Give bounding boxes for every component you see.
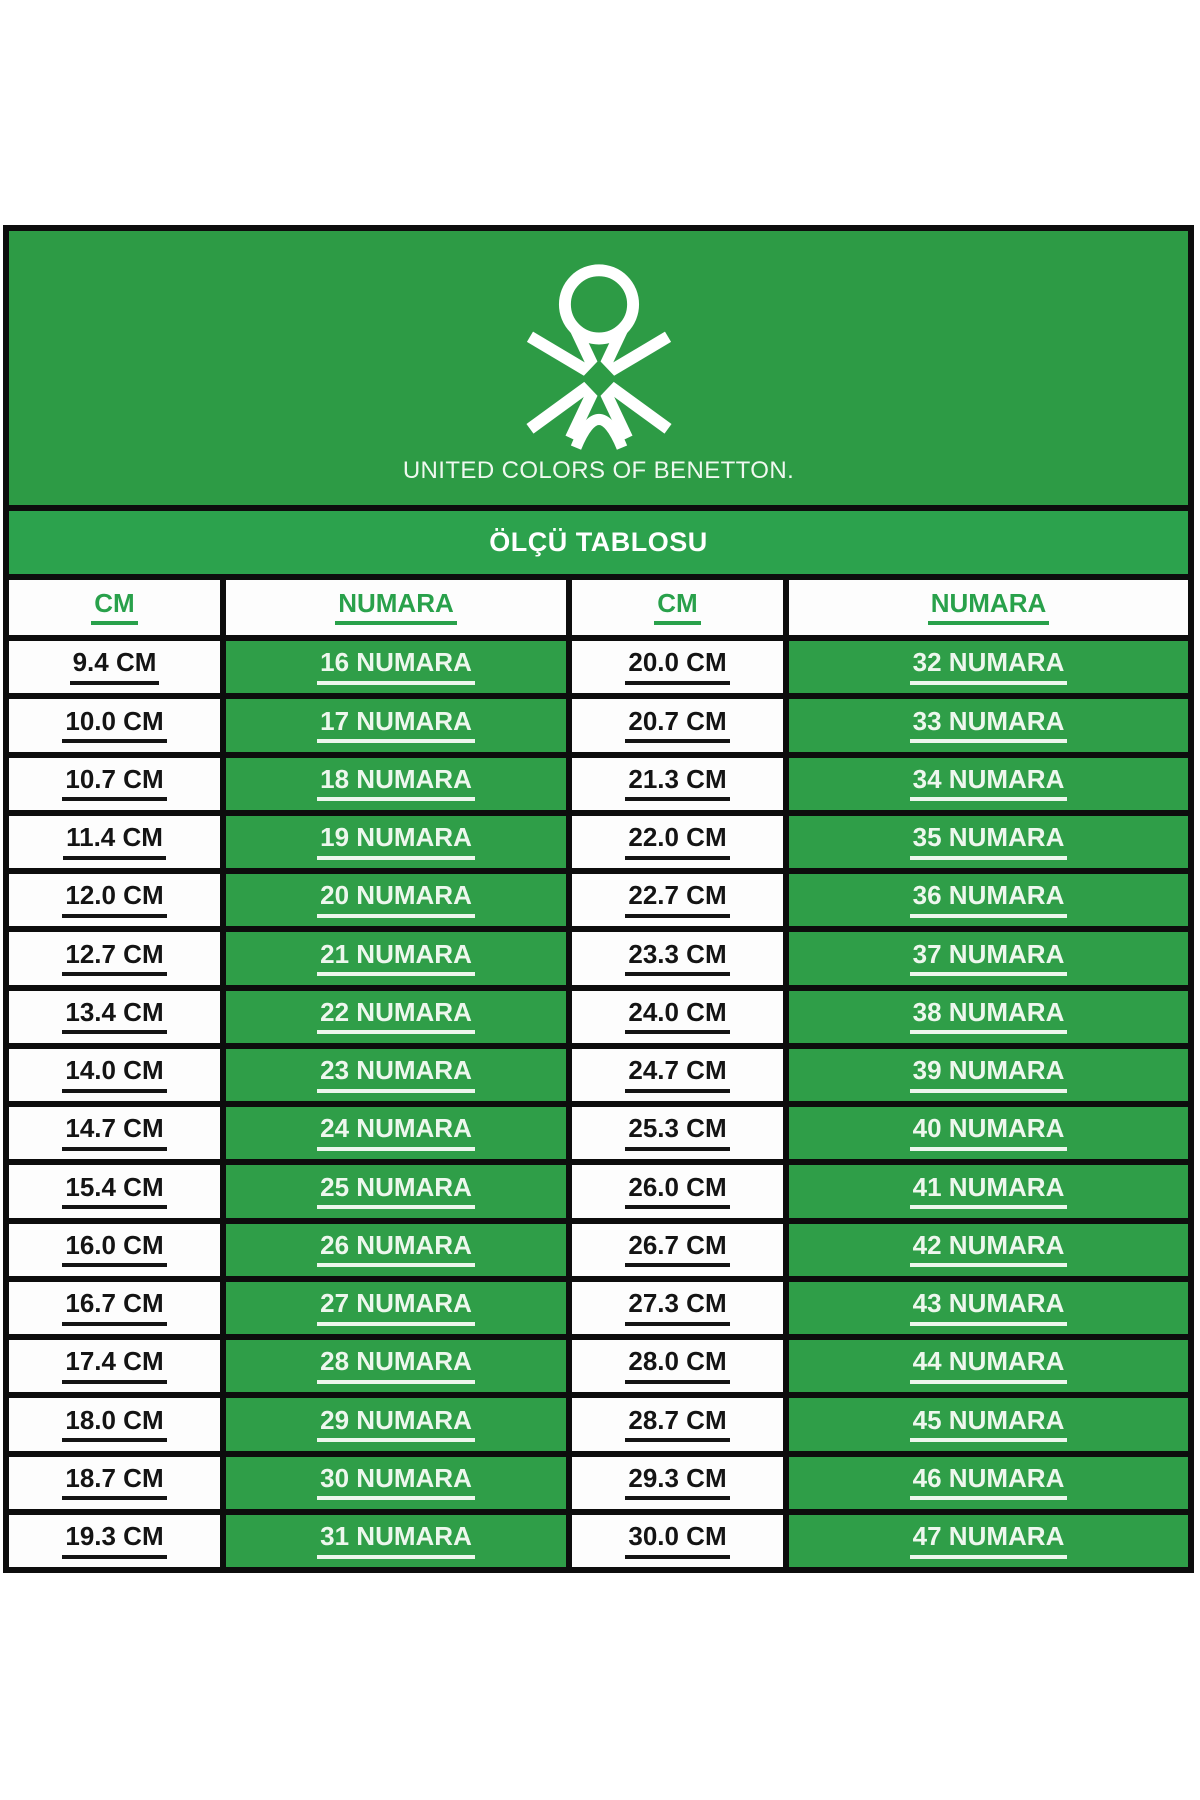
- cm-value: 28.7 CM: [625, 1407, 729, 1442]
- cm-cell: [9, 1165, 220, 1217]
- cm-value: 27.3 CM: [625, 1290, 729, 1325]
- cm-cell: [572, 758, 783, 810]
- size-chart-table: [3, 225, 1194, 1573]
- cm-cell: [572, 1107, 783, 1159]
- numara-cell: [226, 1107, 566, 1159]
- cm-cell: [9, 1049, 220, 1101]
- numara-cell: [226, 932, 566, 984]
- cm-value: 18.7 CM: [62, 1465, 166, 1500]
- cm-cell: [9, 1515, 220, 1567]
- column-header-label: NUMARA: [335, 590, 457, 625]
- numara-cell: [789, 1340, 1188, 1392]
- cm-cell: [572, 816, 783, 868]
- cm-cell: [9, 1457, 220, 1509]
- cm-cell: [572, 991, 783, 1043]
- numara-value: 30 NUMARA: [317, 1465, 475, 1500]
- cm-value: 23.3 CM: [625, 941, 729, 976]
- numara-cell: [226, 758, 566, 810]
- numara-value: 34 NUMARA: [910, 766, 1068, 801]
- cm-cell: [9, 1340, 220, 1392]
- cm-value: 10.7 CM: [62, 766, 166, 801]
- cm-value: 18.0 CM: [62, 1407, 166, 1442]
- benetton-knot-logo-icon: [508, 255, 690, 451]
- numara-cell: [226, 874, 566, 926]
- numara-value: 20 NUMARA: [317, 882, 475, 917]
- column-header-cm: [9, 580, 220, 635]
- brand-wordmark: UNITED COLORS OF BENETTON.: [402, 457, 795, 484]
- numara-cell: [789, 874, 1188, 926]
- numara-value: 46 NUMARA: [910, 1465, 1068, 1500]
- column-header-numara: [789, 580, 1188, 635]
- brand-banner: [9, 231, 1188, 505]
- numara-value: 37 NUMARA: [910, 941, 1068, 976]
- numara-value: 17 NUMARA: [317, 708, 475, 743]
- cm-value: 16.7 CM: [62, 1290, 166, 1325]
- numara-cell: [226, 1340, 566, 1392]
- cm-cell: [572, 641, 783, 693]
- cm-value: 15.4 CM: [62, 1174, 166, 1209]
- cm-value: 29.3 CM: [625, 1465, 729, 1500]
- cm-cell: [9, 991, 220, 1043]
- cm-cell: [9, 1224, 220, 1276]
- numara-value: 36 NUMARA: [910, 882, 1068, 917]
- cm-cell: [572, 1049, 783, 1101]
- cm-cell: [572, 1398, 783, 1450]
- cm-cell: [9, 699, 220, 751]
- cm-cell: [572, 1515, 783, 1567]
- numara-cell: [789, 1398, 1188, 1450]
- cm-value: 26.0 CM: [625, 1174, 729, 1209]
- numara-cell: [226, 816, 566, 868]
- numara-cell: [226, 991, 566, 1043]
- numara-value: 27 NUMARA: [317, 1290, 475, 1325]
- cm-cell: [9, 816, 220, 868]
- column-header-numara: [226, 580, 566, 635]
- numara-value: 38 NUMARA: [910, 999, 1068, 1034]
- cm-cell: [9, 758, 220, 810]
- cm-value: 24.7 CM: [625, 1057, 729, 1092]
- cm-value: 25.3 CM: [625, 1115, 729, 1150]
- cm-cell: [572, 1282, 783, 1334]
- numara-cell: [226, 1457, 566, 1509]
- numara-cell: [789, 1107, 1188, 1159]
- numara-value: 25 NUMARA: [317, 1174, 475, 1209]
- cm-value: 19.3 CM: [62, 1523, 166, 1558]
- cm-value: 12.7 CM: [62, 941, 166, 976]
- numara-value: 26 NUMARA: [317, 1232, 475, 1267]
- cm-value: 9.4 CM: [70, 649, 160, 684]
- numara-value: 43 NUMARA: [910, 1290, 1068, 1325]
- numara-value: 21 NUMARA: [317, 941, 475, 976]
- column-header-label: NUMARA: [928, 590, 1050, 625]
- cm-cell: [9, 932, 220, 984]
- cm-cell: [9, 1282, 220, 1334]
- numara-cell: [789, 641, 1188, 693]
- cm-cell: [9, 874, 220, 926]
- numara-cell: [226, 1515, 566, 1567]
- numara-cell: [789, 1457, 1188, 1509]
- numara-cell: [226, 1398, 566, 1450]
- numara-cell: [226, 1282, 566, 1334]
- numara-cell: [789, 816, 1188, 868]
- cm-value: 30.0 CM: [625, 1523, 729, 1558]
- numara-value: 19 NUMARA: [317, 824, 475, 859]
- cm-value: 20.7 CM: [625, 708, 729, 743]
- numara-cell: [226, 1049, 566, 1101]
- numara-cell: [226, 1224, 566, 1276]
- numara-value: 22 NUMARA: [317, 999, 475, 1034]
- cm-cell: [572, 1165, 783, 1217]
- numara-cell: [789, 758, 1188, 810]
- cm-value: 16.0 CM: [62, 1232, 166, 1267]
- cm-value: 22.7 CM: [625, 882, 729, 917]
- cm-value: 24.0 CM: [625, 999, 729, 1034]
- numara-value: 44 NUMARA: [910, 1348, 1068, 1383]
- numara-value: 45 NUMARA: [910, 1407, 1068, 1442]
- numara-cell: [789, 699, 1188, 751]
- cm-cell: [9, 1107, 220, 1159]
- numara-value: 16 NUMARA: [317, 649, 475, 684]
- numara-value: 18 NUMARA: [317, 766, 475, 801]
- numara-cell: [789, 1282, 1188, 1334]
- table-title: ÖLÇÜ TABLOSU: [489, 527, 708, 557]
- cm-value: 14.7 CM: [62, 1115, 166, 1150]
- cm-value: 22.0 CM: [625, 824, 729, 859]
- numara-cell: [789, 1165, 1188, 1217]
- numara-cell: [789, 1049, 1188, 1101]
- cm-value: 26.7 CM: [625, 1232, 729, 1267]
- numara-value: 31 NUMARA: [317, 1523, 475, 1558]
- cm-value: 17.4 CM: [62, 1348, 166, 1383]
- numara-cell: [789, 1515, 1188, 1567]
- numara-value: 35 NUMARA: [910, 824, 1068, 859]
- numara-value: 42 NUMARA: [910, 1232, 1068, 1267]
- cm-cell: [572, 1340, 783, 1392]
- numara-value: 40 NUMARA: [910, 1115, 1068, 1150]
- numara-value: 24 NUMARA: [317, 1115, 475, 1150]
- cm-cell: [572, 874, 783, 926]
- numara-cell: [789, 991, 1188, 1043]
- cm-cell: [572, 1224, 783, 1276]
- numara-cell: [226, 1165, 566, 1217]
- numara-value: 28 NUMARA: [317, 1348, 475, 1383]
- cm-cell: [9, 641, 220, 693]
- numara-value: 32 NUMARA: [910, 649, 1068, 684]
- table-header-row: [9, 580, 1188, 635]
- cm-cell: [572, 699, 783, 751]
- cm-value: 21.3 CM: [625, 766, 729, 801]
- numara-cell: [789, 1224, 1188, 1276]
- cm-cell: [572, 932, 783, 984]
- table-title-bar: [9, 511, 1188, 574]
- cm-value: 20.0 CM: [625, 649, 729, 684]
- numara-value: 29 NUMARA: [317, 1407, 475, 1442]
- numara-value: 39 NUMARA: [910, 1057, 1068, 1092]
- column-header-label: CM: [654, 590, 700, 625]
- cm-value: 14.0 CM: [62, 1057, 166, 1092]
- cm-cell: [572, 1457, 783, 1509]
- cm-value: 11.4 CM: [63, 824, 166, 859]
- cm-value: 10.0 CM: [62, 708, 166, 743]
- numara-value: 33 NUMARA: [910, 708, 1068, 743]
- cm-value: 13.4 CM: [62, 999, 166, 1034]
- numara-value: 47 NUMARA: [910, 1523, 1068, 1558]
- cm-cell: [9, 1398, 220, 1450]
- numara-value: 23 NUMARA: [317, 1057, 475, 1092]
- column-header-cm: [572, 580, 783, 635]
- column-header-label: CM: [91, 590, 137, 625]
- numara-value: 41 NUMARA: [910, 1174, 1068, 1209]
- numara-cell: [226, 641, 566, 693]
- cm-value: 12.0 CM: [62, 882, 166, 917]
- table-body: [9, 641, 1188, 1567]
- cm-value: 28.0 CM: [625, 1348, 729, 1383]
- numara-cell: [789, 932, 1188, 984]
- numara-cell: [226, 699, 566, 751]
